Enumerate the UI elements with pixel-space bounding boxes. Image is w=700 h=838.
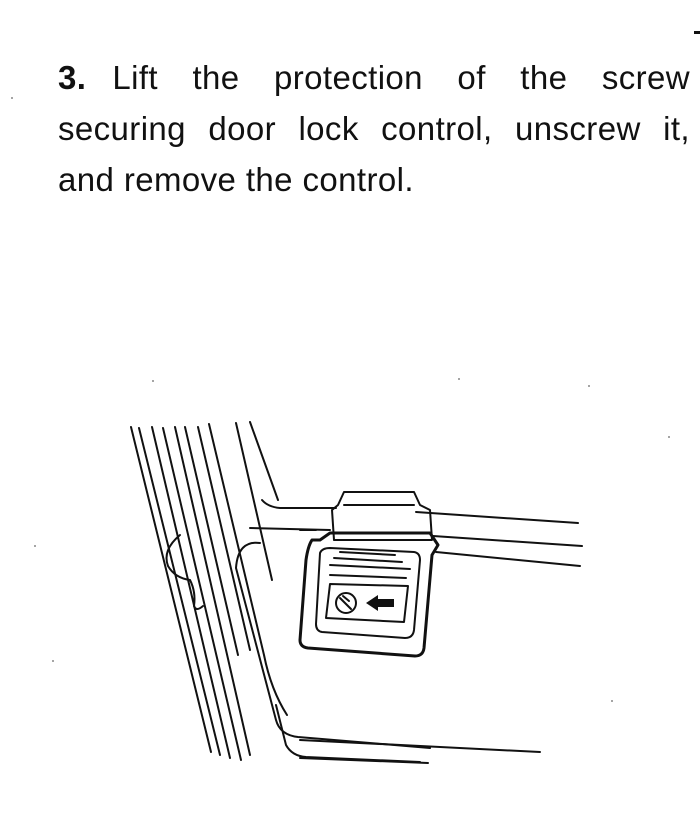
lock-control <box>300 492 438 656</box>
paper-speck <box>52 660 54 662</box>
arrow-icon <box>366 595 394 611</box>
paper-speck <box>668 436 670 438</box>
paper-speck <box>588 385 590 387</box>
paper-speck <box>458 378 460 380</box>
paper-speck <box>34 545 36 547</box>
door-pillar-lines <box>131 422 287 760</box>
paper-speck <box>611 700 613 702</box>
step-text: Lift the protection of the screw securing door lock control, unscrew it, and remove the control. <box>58 59 690 198</box>
paper-speck <box>11 97 13 99</box>
paper-speck <box>152 380 154 382</box>
step-number: 3. <box>58 59 87 96</box>
